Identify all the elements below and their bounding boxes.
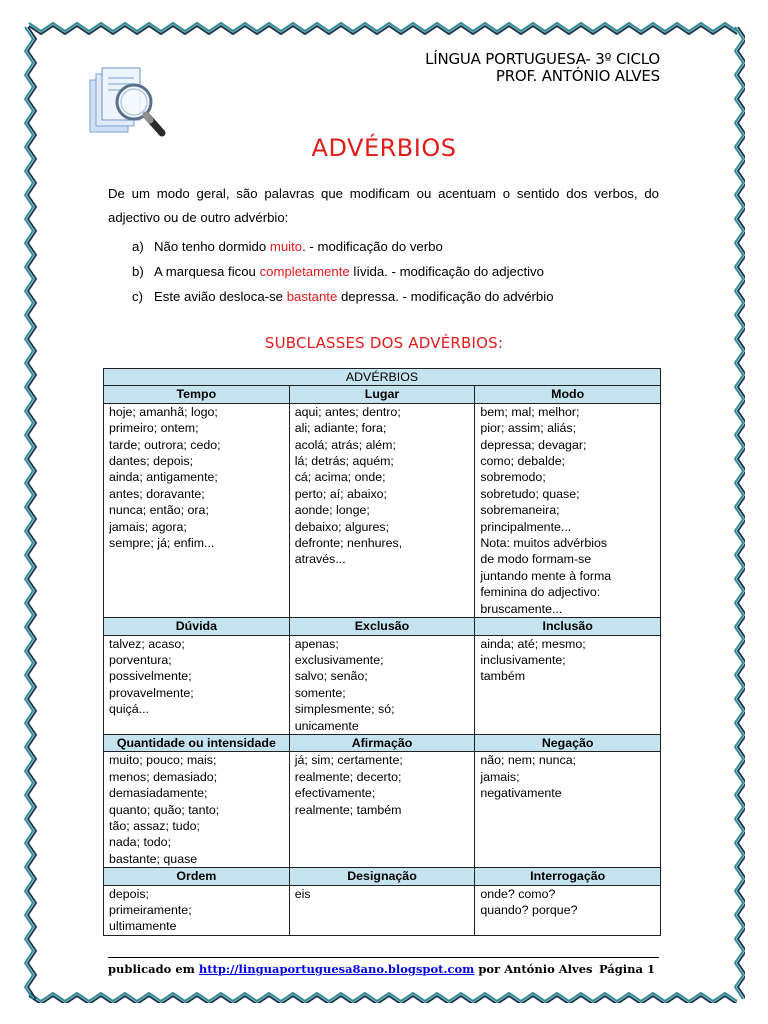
table-row <box>104 752 661 868</box>
table-cell: bem; mal; melhor; pior; assim; aliás; depressa; devagar; como; debalde; sobremodo; sobretudo; quase; sobremaneira; principalmente... Nota: muitos advérbios de modo formam-se juntando mente à forma feminina do adjectivo: bruscamente... <box>475 403 661 617</box>
example-item <box>132 259 554 284</box>
table-row <box>104 635 661 734</box>
example-highlight: muito <box>269 239 303 254</box>
column-header: Modo <box>475 386 661 403</box>
intro-paragraph: De um modo geral, são palavras que modificam ou acentuam o sentido dos verbos, do adjectivo ou de outro advérbio: <box>108 186 659 225</box>
page-title: ADVÉRBIOS <box>311 134 457 162</box>
table-cell: não; nem; nunca; jamais; negativamente <box>475 752 661 868</box>
example-item <box>132 234 554 259</box>
column-header: Designação <box>289 868 475 885</box>
magnifier-document-icon <box>86 60 174 142</box>
column-header: Afirmação <box>289 734 475 751</box>
table-cell: depois; primeiramente; ultimamente <box>104 885 290 935</box>
table-cell: apenas; exclusivamente; salvo; senão; somente; simplesmente; só; unicamente <box>289 635 475 734</box>
column-header: Negação <box>475 734 661 751</box>
table-cell: talvez; acaso; porventura; possivelmente; provavelmente; quiçá... <box>104 635 290 734</box>
table-cell: ainda; até; mesmo; inclusivamente; também <box>475 635 661 734</box>
footer-author: por António Alves <box>474 962 593 976</box>
table-caption-row <box>104 369 661 386</box>
document-header <box>425 51 660 85</box>
footer-published-label: publicado em <box>108 962 199 976</box>
example-text: Este avião desloca-se <box>154 289 287 304</box>
example-letter: c) <box>132 289 143 304</box>
example-explanation: . - modificação do verbo <box>302 239 443 254</box>
example-item <box>132 284 554 309</box>
column-header: Dúvida <box>104 618 290 635</box>
table-cell: eis <box>289 885 475 935</box>
example-text: Não tenho dormido <box>154 239 270 254</box>
table-cell: já; sim; certamente; realmente; decerto; efectivamente; realmente; também <box>289 752 475 868</box>
table-header-row <box>104 868 661 885</box>
page-number: Página 1 <box>598 962 655 976</box>
table-row <box>104 403 661 617</box>
blog-link[interactable]: http://linguaportuguesa8ano.blogspot.com <box>198 962 475 976</box>
table-header-row <box>104 386 661 403</box>
column-header: Interrogação <box>475 868 661 885</box>
table-cell: onde? como? quando? porque? <box>475 885 661 935</box>
column-header: Ordem <box>104 868 290 885</box>
table-cell: hoje; amanhã; logo; primeiro; ontem; tarde; outrora; cedo; dantes; depois; ainda; antigamente; antes; doravante; nunca; então; ora; jamais; agora; sempre; já; enfim... <box>104 403 290 617</box>
page-footer <box>108 957 659 976</box>
table-header-row <box>104 734 661 751</box>
example-text: A marquesa ficou <box>154 264 260 279</box>
column-header: Quantidade ou intensidade <box>104 734 290 751</box>
adverbs-table <box>103 368 661 936</box>
example-highlight: bastante <box>286 289 338 304</box>
header-course: LÍNGUA PORTUGUESA- 3º CICLO <box>425 50 660 68</box>
column-header: Tempo <box>104 386 290 403</box>
examples-list <box>132 234 554 309</box>
header-teacher: PROF. ANTÓNIO ALVES <box>495 67 660 85</box>
example-explanation: lívida. - modificação do adjectivo <box>349 264 544 279</box>
table-header-row <box>104 618 661 635</box>
table-cell: muito; pouco; mais; menos; demasiado; demasiadamente; quanto; quão; tanto; tão; assaz; tudo; nada; todo; bastante; quase <box>104 752 290 868</box>
column-header: Exclusão <box>289 618 475 635</box>
table-row <box>104 885 661 935</box>
column-header: Inclusão <box>475 618 661 635</box>
column-header: Lugar <box>289 386 475 403</box>
example-highlight: completamente <box>259 264 350 279</box>
example-letter: b) <box>132 264 144 279</box>
table-caption: ADVÉRBIOS <box>104 369 661 386</box>
example-explanation: depressa. - modificação do advérbio <box>337 289 554 304</box>
example-letter: a) <box>132 239 144 254</box>
table-cell: aqui; antes; dentro; ali; adiante; fora; acolá; atrás; além; lá; detrás; aquém; cá; acima; onde; perto; aí; abaixo; aonde; longe; debaixo; algures; defronte; nenhures, através... <box>289 403 475 617</box>
section-subtitle: SUBCLASSES DOS ADVÉRBIOS: <box>264 334 504 352</box>
